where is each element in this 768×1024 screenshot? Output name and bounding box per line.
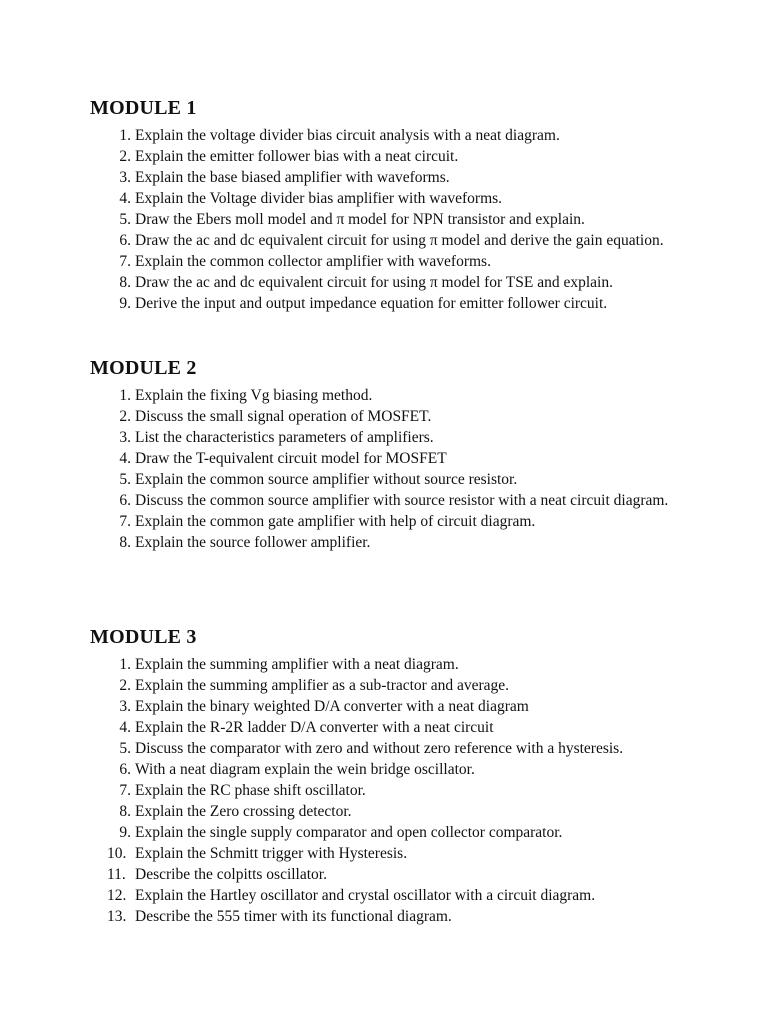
question-item	[90, 230, 690, 251]
question-text: Discuss the comparator with zero and without zero reference with a hysteresis.	[135, 740, 624, 757]
question-number: 3.	[119, 698, 131, 715]
question-number: 5.	[119, 211, 131, 228]
question-number: 4.	[119, 190, 131, 207]
question-number: 2.	[119, 677, 131, 694]
question-number: 13.	[107, 908, 127, 925]
question-number: 7.	[119, 253, 131, 270]
question-number: 10.	[107, 845, 127, 862]
question-text: Explain the Voltage divider bias amplifier with waveforms.	[135, 190, 503, 207]
question-number: 4.	[119, 719, 131, 736]
question-text: Derive the input and output impedance equation for emitter follower circuit.	[135, 295, 608, 312]
question-item	[90, 717, 690, 738]
question-item	[90, 885, 690, 906]
question-item	[90, 864, 690, 885]
question-item	[90, 654, 690, 675]
question-item	[90, 209, 690, 230]
question-text: Explain the Zero crossing detector.	[135, 803, 352, 820]
question-text: Explain the base biased amplifier with waveforms.	[135, 169, 450, 186]
question-text: Explain the common source amplifier without source resistor.	[135, 471, 518, 488]
question-list	[90, 385, 690, 553]
question-item	[90, 490, 690, 511]
question-item	[90, 511, 690, 532]
question-number: 7.	[119, 513, 131, 530]
question-item	[90, 738, 690, 759]
question-text: Explain the summing amplifier as a sub-tractor and average.	[135, 677, 510, 694]
question-text: Explain the fixing Vg biasing method.	[135, 387, 373, 404]
question-item	[90, 759, 690, 780]
question-item	[90, 427, 690, 448]
question-list	[90, 125, 690, 314]
question-text: Explain the common collector amplifier with waveforms.	[135, 253, 491, 270]
question-number: 2.	[119, 148, 131, 165]
question-number: 2.	[119, 408, 131, 425]
question-item	[90, 406, 690, 427]
question-text: Describe the colpitts oscillator.	[135, 866, 327, 883]
question-item	[90, 675, 690, 696]
question-number: 4.	[119, 450, 131, 467]
question-number: 5.	[119, 471, 131, 488]
question-item	[90, 167, 690, 188]
module-heading: MODULE 3	[90, 626, 197, 648]
question-text: Explain the RC phase shift oscillator.	[135, 782, 366, 799]
module-heading: MODULE 1	[90, 97, 197, 119]
question-item	[90, 696, 690, 717]
question-item	[90, 906, 690, 927]
question-number: 8.	[119, 534, 131, 551]
question-text: Explain the voltage divider bias circuit analysis with a neat diagram.	[135, 127, 560, 144]
question-item	[90, 146, 690, 167]
question-text: Explain the source follower amplifier.	[135, 534, 371, 551]
module-heading: MODULE 2	[90, 357, 197, 379]
question-text: Describe the 555 timer with its functional diagram.	[135, 908, 452, 925]
question-text: Explain the binary weighted D/A converter with a neat diagram	[135, 698, 529, 715]
module-2-section	[90, 356, 690, 553]
question-item	[90, 822, 690, 843]
question-item	[90, 385, 690, 406]
question-text: List the characteristics parameters of amplifiers.	[135, 429, 434, 446]
question-item	[90, 251, 690, 272]
question-number: 6.	[119, 492, 131, 509]
module-1-section	[90, 96, 690, 314]
question-number: 11.	[107, 866, 126, 883]
question-number: 1.	[119, 127, 131, 144]
question-text: Explain the summing amplifier with a neat diagram.	[135, 656, 459, 673]
question-text: Draw the T-equivalent circuit model for MOSFET	[135, 450, 447, 467]
question-item	[90, 125, 690, 146]
question-number: 5.	[119, 740, 131, 757]
question-number: 6.	[119, 761, 131, 778]
module-3-section	[90, 625, 690, 927]
question-text: Draw the ac and dc equivalent circuit for using π model and derive the gain equation.	[135, 232, 664, 249]
question-text: Explain the common gate amplifier with help of circuit diagram.	[135, 513, 536, 530]
question-item	[90, 843, 690, 864]
question-item	[90, 469, 690, 490]
question-list	[90, 654, 690, 927]
question-text: Explain the R-2R ladder D/A converter with a neat circuit	[135, 719, 494, 736]
question-number: 9.	[119, 295, 131, 312]
question-number: 6.	[119, 232, 131, 249]
question-text: Explain the emitter follower bias with a neat circuit.	[135, 148, 459, 165]
question-item	[90, 780, 690, 801]
question-number: 8.	[119, 274, 131, 291]
question-number: 3.	[119, 169, 131, 186]
question-number: 1.	[119, 656, 131, 673]
question-text: Discuss the small signal operation of MOSFET.	[135, 408, 432, 425]
question-text: Explain the Schmitt trigger with Hysteresis.	[135, 845, 408, 862]
question-text: Draw the ac and dc equivalent circuit for using π model for TSE and explain.	[135, 274, 613, 291]
question-number: 8.	[119, 803, 131, 820]
question-text: With a neat diagram explain the wein bridge oscillator.	[135, 761, 475, 778]
question-item	[90, 448, 690, 469]
question-item	[90, 188, 690, 209]
question-number: 12.	[107, 887, 127, 904]
question-text: Discuss the common source amplifier with source resistor with a neat circuit diagram.	[135, 492, 669, 509]
question-text: Explain the single supply comparator and open collector comparator.	[135, 824, 563, 841]
question-item	[90, 272, 690, 293]
question-item	[90, 801, 690, 822]
question-number: 3.	[119, 429, 131, 446]
question-number: 7.	[119, 782, 131, 799]
question-text: Draw the Ebers moll model and π model for NPN transistor and explain.	[135, 211, 585, 228]
question-number: 9.	[119, 824, 131, 841]
question-number: 1.	[119, 387, 131, 404]
question-text: Explain the Hartley oscillator and crystal oscillator with a circuit diagram.	[135, 887, 596, 904]
question-item	[90, 532, 690, 553]
question-item	[90, 293, 690, 314]
